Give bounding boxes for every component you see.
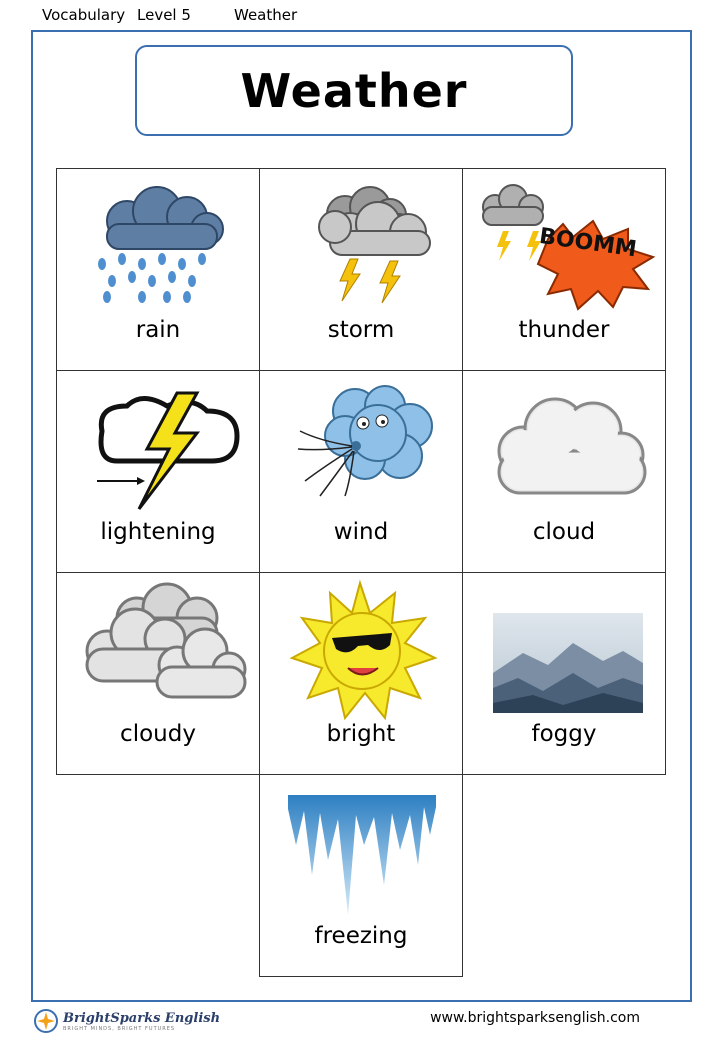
card-word: bright xyxy=(326,721,396,747)
thunder-boom-icon xyxy=(463,169,667,319)
sparkle-logo-icon xyxy=(33,1008,59,1034)
card-word: wind xyxy=(333,519,389,545)
brand-name: BrightSparks English xyxy=(63,1010,221,1026)
header-topic: Weather xyxy=(234,6,298,24)
card-rain xyxy=(56,168,260,371)
foggy-mountains-image xyxy=(463,573,667,723)
page-title: Weather xyxy=(240,63,468,118)
title-box xyxy=(135,45,573,136)
card-foggy xyxy=(462,572,666,775)
card-word: storm xyxy=(327,317,395,343)
icicles-icon xyxy=(260,775,464,925)
boom-text: BOOMM xyxy=(537,223,639,263)
card-wind xyxy=(259,370,463,573)
card-freezing xyxy=(259,774,463,977)
card-word: thunder xyxy=(518,317,610,343)
storm-cloud-icon xyxy=(260,169,464,319)
card-storm xyxy=(259,168,463,371)
cloud-icon xyxy=(463,371,667,521)
card-word: cloudy xyxy=(120,721,196,747)
brand-logo xyxy=(33,1008,220,1034)
lightning-bolt-icon xyxy=(57,371,261,521)
card-cloudy xyxy=(56,572,260,775)
footer-url[interactable]: www.brightsparksenglish.com xyxy=(430,1010,640,1026)
card-thunder xyxy=(462,168,666,371)
rain-cloud-icon xyxy=(57,169,261,319)
sun-sunglasses-icon xyxy=(260,573,464,723)
header-level: Level 5 xyxy=(137,6,191,24)
card-word: cloud xyxy=(532,519,596,545)
card-word: foggy xyxy=(531,721,597,747)
cloudy-icon xyxy=(57,573,261,723)
wind-cloud-face-icon xyxy=(260,371,464,521)
card-cloud xyxy=(462,370,666,573)
card-word: freezing xyxy=(314,923,408,949)
card-bright xyxy=(259,572,463,775)
card-lightening xyxy=(56,370,260,573)
header-subject: Vocabulary xyxy=(42,6,126,24)
card-word: rain xyxy=(135,317,181,343)
brand-tagline: BRIGHT MINDS, BRIGHT FUTURES xyxy=(63,1025,176,1032)
card-word: lightening xyxy=(100,519,216,545)
